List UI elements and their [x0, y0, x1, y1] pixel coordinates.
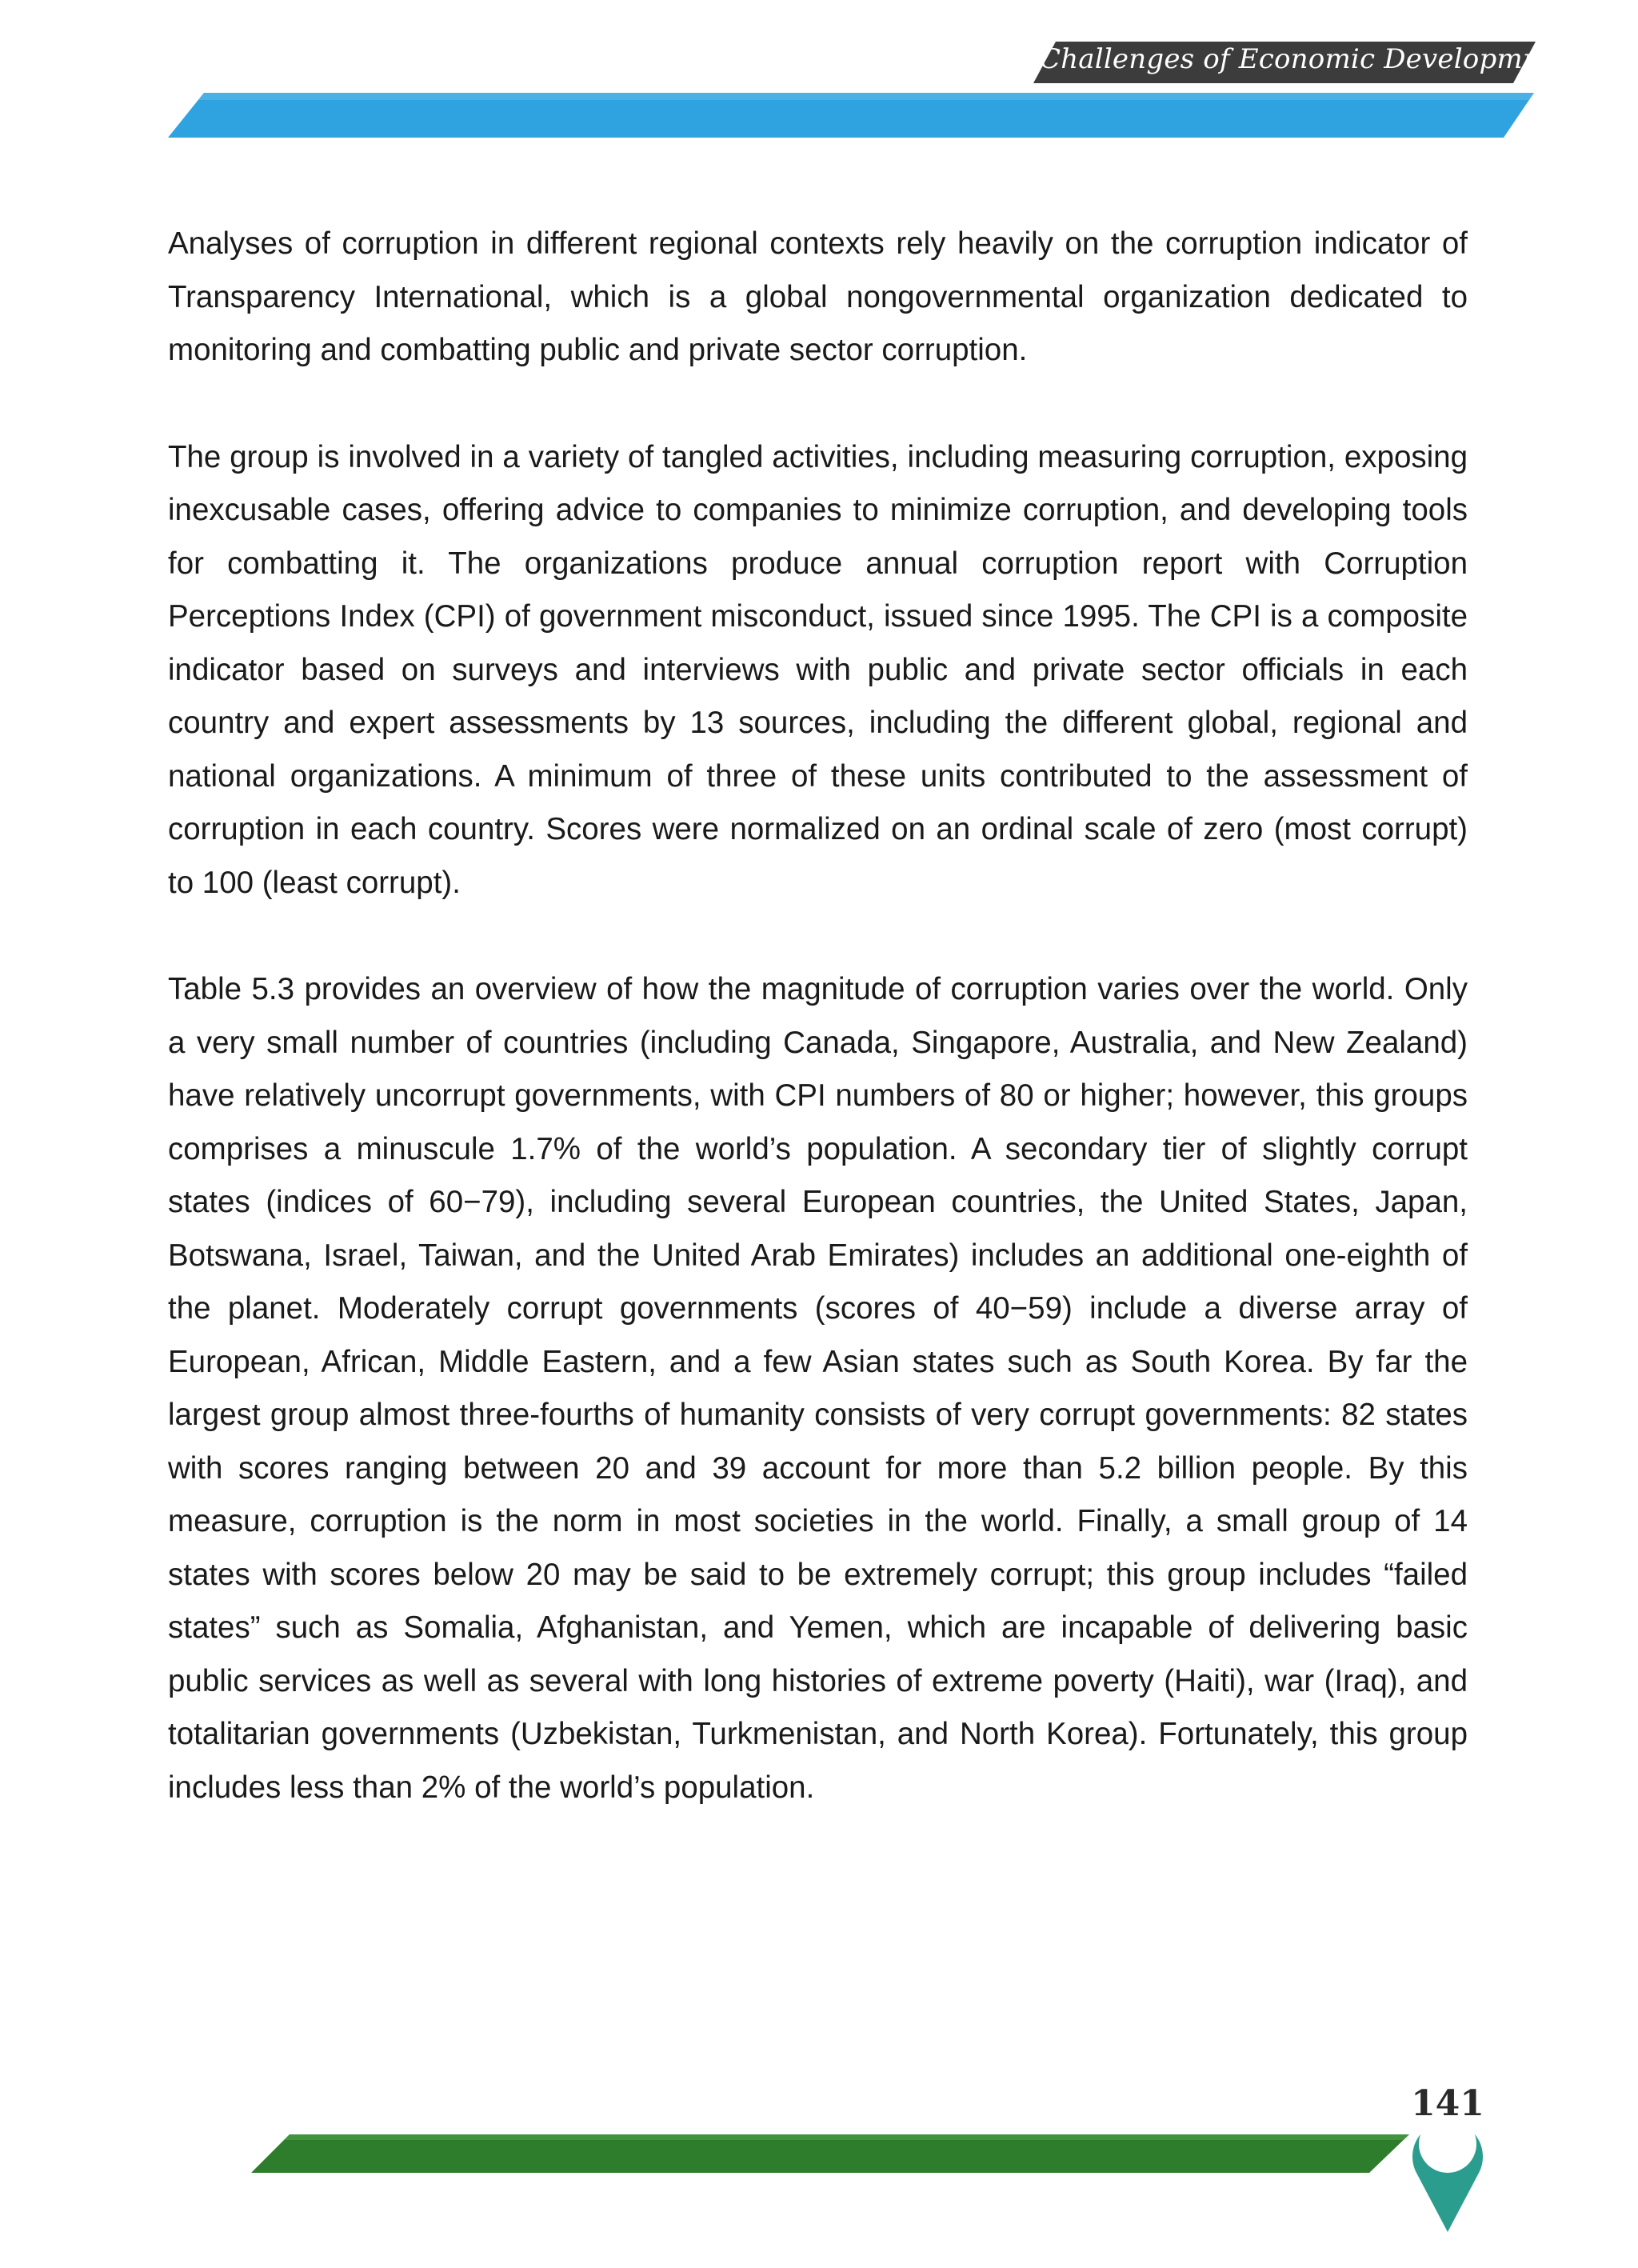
footer-accent-bar [251, 2134, 1409, 2173]
paragraph: Analyses of corruption in different regional contexts rely heavily on the corruption indicator of Transparency International, which is a global nongovernmental organization dedicated to monitoring and combatting public and private sector corruption. [168, 226, 1468, 367]
footer-decoration [0, 2080, 1638, 2268]
paragraph: The group is involved in a variety of tangled activities, including measuring corruption, exposing inexcusable cases, offering advice to companies to minimize corruption, and developing tools for combatting it. The organizations produce annual corruption report with Corruption Perceptions Index (CPI) of government misconduct, issued since 1995. The CPI is a composite indicator based on surveys and interviews with public and private sector officials in each country and expert assessments by 13 sources, including the different global, regional and national organizations. A minimum of three of these units contributed to the assessment of corruption in each country. Scores were normalized on an ordinal scale of zero (most corrupt) to 100 (least corrupt). [168, 439, 1468, 900]
running-title: Challenges of Economic Developmnet [1040, 43, 1568, 75]
map-pin-icon [1412, 2115, 1483, 2232]
footer-accent-highlight [284, 2134, 1409, 2140]
body-text [168, 218, 1468, 1868]
paragraph: Table 5.3 provides an overview of how the magnitude of corruption varies over the world. Only a very small number of countries (including Canada, Singapore, Australia, and New Zealand) have relatively uncorrupt governments, with CPI numbers of 80 or higher; however, this groups comprises a minuscule 1.7% of the world’s population. A secondary tier of slightly corrupt states (indices of 60−79), including several European countries, the United States, Japan, Botswana, Israel, Taiwan, and the United Arab Emirates) includes an additional one-eighth of the planet. Moderately corrupt governments (scores of 40−59) include a diverse array of European, African, Middle Eastern, and a few Asian states such as South Korea. By far the largest group almost three-fourths of humanity consists of very corrupt governments: 82 states with scores ranging between 20 and 39 account for more than 5.2 billion people. By this measure, corruption is the norm in most societies in the world. Finally, a small group of 14 states with scores below 20 may be said to be extremely corrupt; this group includes “failed states” such as Somalia, Afghanistan, and Yemen, which are incapable of delivering basic public services as well as several with long histories of extreme poverty (Haiti), war (Iraq), and totalitarian governments (Uzbekistan, Turkmenistan, and North Korea). Fortunately, this group includes less than 2% of the world’s population. [168, 972, 1468, 1805]
page-number: 141 [1411, 2083, 1484, 2124]
header-accent-highlight [198, 93, 1534, 100]
